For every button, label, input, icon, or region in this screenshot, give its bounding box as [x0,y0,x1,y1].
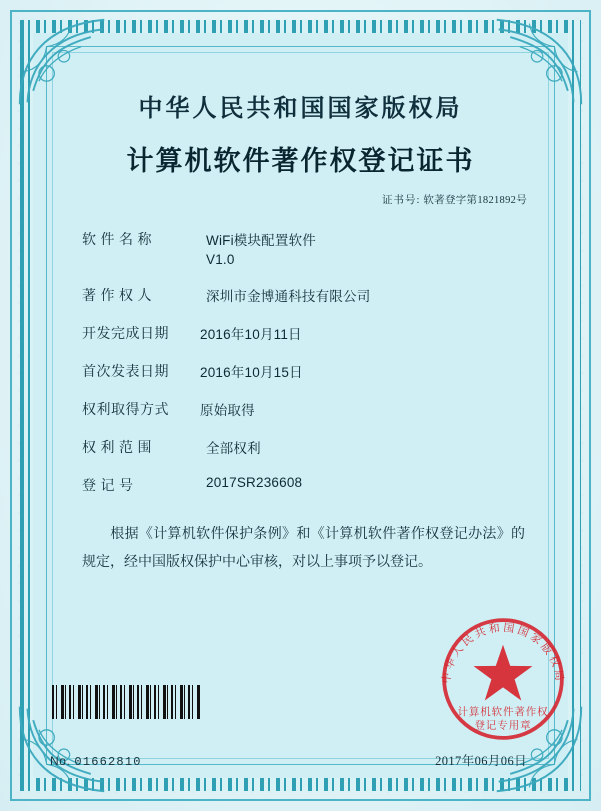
field-row-rights-scope [82,437,541,457]
issue-date: 2017年06月06日 [435,754,527,768]
svg-text:登记专用章: 登记专用章 [474,720,532,732]
field-row-copyright-owner [82,285,541,305]
field-value-software-version: V1.0 [206,252,235,267]
field-value-first-publish-date: 2016年10月15日 [200,365,303,380]
field-label-rights-scope: 权 利 范 围 [82,441,152,456]
document-serial-number [50,754,142,769]
field-value-registration-number: 2017SR236608 [206,475,303,490]
title-block [60,62,541,178]
field-row-first-publish-date [82,361,541,381]
issuing-authority-title: 中华人民共和国国家版权局 [138,96,463,122]
barcode [52,685,200,719]
field-list [60,229,541,495]
field-label-registration-number: 登 记 号 [82,479,134,494]
legal-statement-text: 根据《计算机软件保护条例》和《计算机软件著作权登记办法》的规定，经中国版权保护中心审核，对以上事项予以登记。 [82,527,525,570]
field-label-first-publish-date: 首次发表日期 [82,365,169,380]
field-row-acquisition-method [82,399,541,419]
document-serial-value: 01662810 [74,755,142,769]
field-label-acquisition-method: 权利取得方式 [82,403,169,418]
field-label-copyright-owner: 著 作 权 人 [82,289,152,304]
certificate-title: 计算机软件著作权登记证书 [126,146,475,176]
field-row-development-date [82,323,541,343]
field-row-registration-number [82,475,541,495]
field-value-software-name-line1: WiFi模块配置软件 [206,233,316,248]
svg-text:计算机软件著作权: 计算机软件著作权 [457,707,549,719]
certificate-number-label: 证书号: [381,195,421,206]
field-row-software-name [82,229,541,267]
svg-text:中华人民共和国国家版权局: 中华人民共和国国家版权局 [440,622,566,685]
field-value-development-date: 2016年10月11日 [200,327,302,342]
field-value-software-name [206,229,541,267]
document-serial-label: No. [50,754,71,768]
legal-statement [60,521,541,577]
field-value-acquisition-method: 原始取得 [200,403,255,418]
field-label-software-name: 软 件 名 称 [82,233,152,248]
official-seal [427,603,579,755]
field-value-copyright-owner: 深圳市金博通科技有限公司 [206,289,371,304]
field-label-development-date: 开发完成日期 [82,327,169,342]
certificate-number-line [60,192,541,207]
certificate-number-value: 软著登字第1821892号 [423,195,527,206]
field-value-rights-scope: 全部权利 [206,441,261,456]
